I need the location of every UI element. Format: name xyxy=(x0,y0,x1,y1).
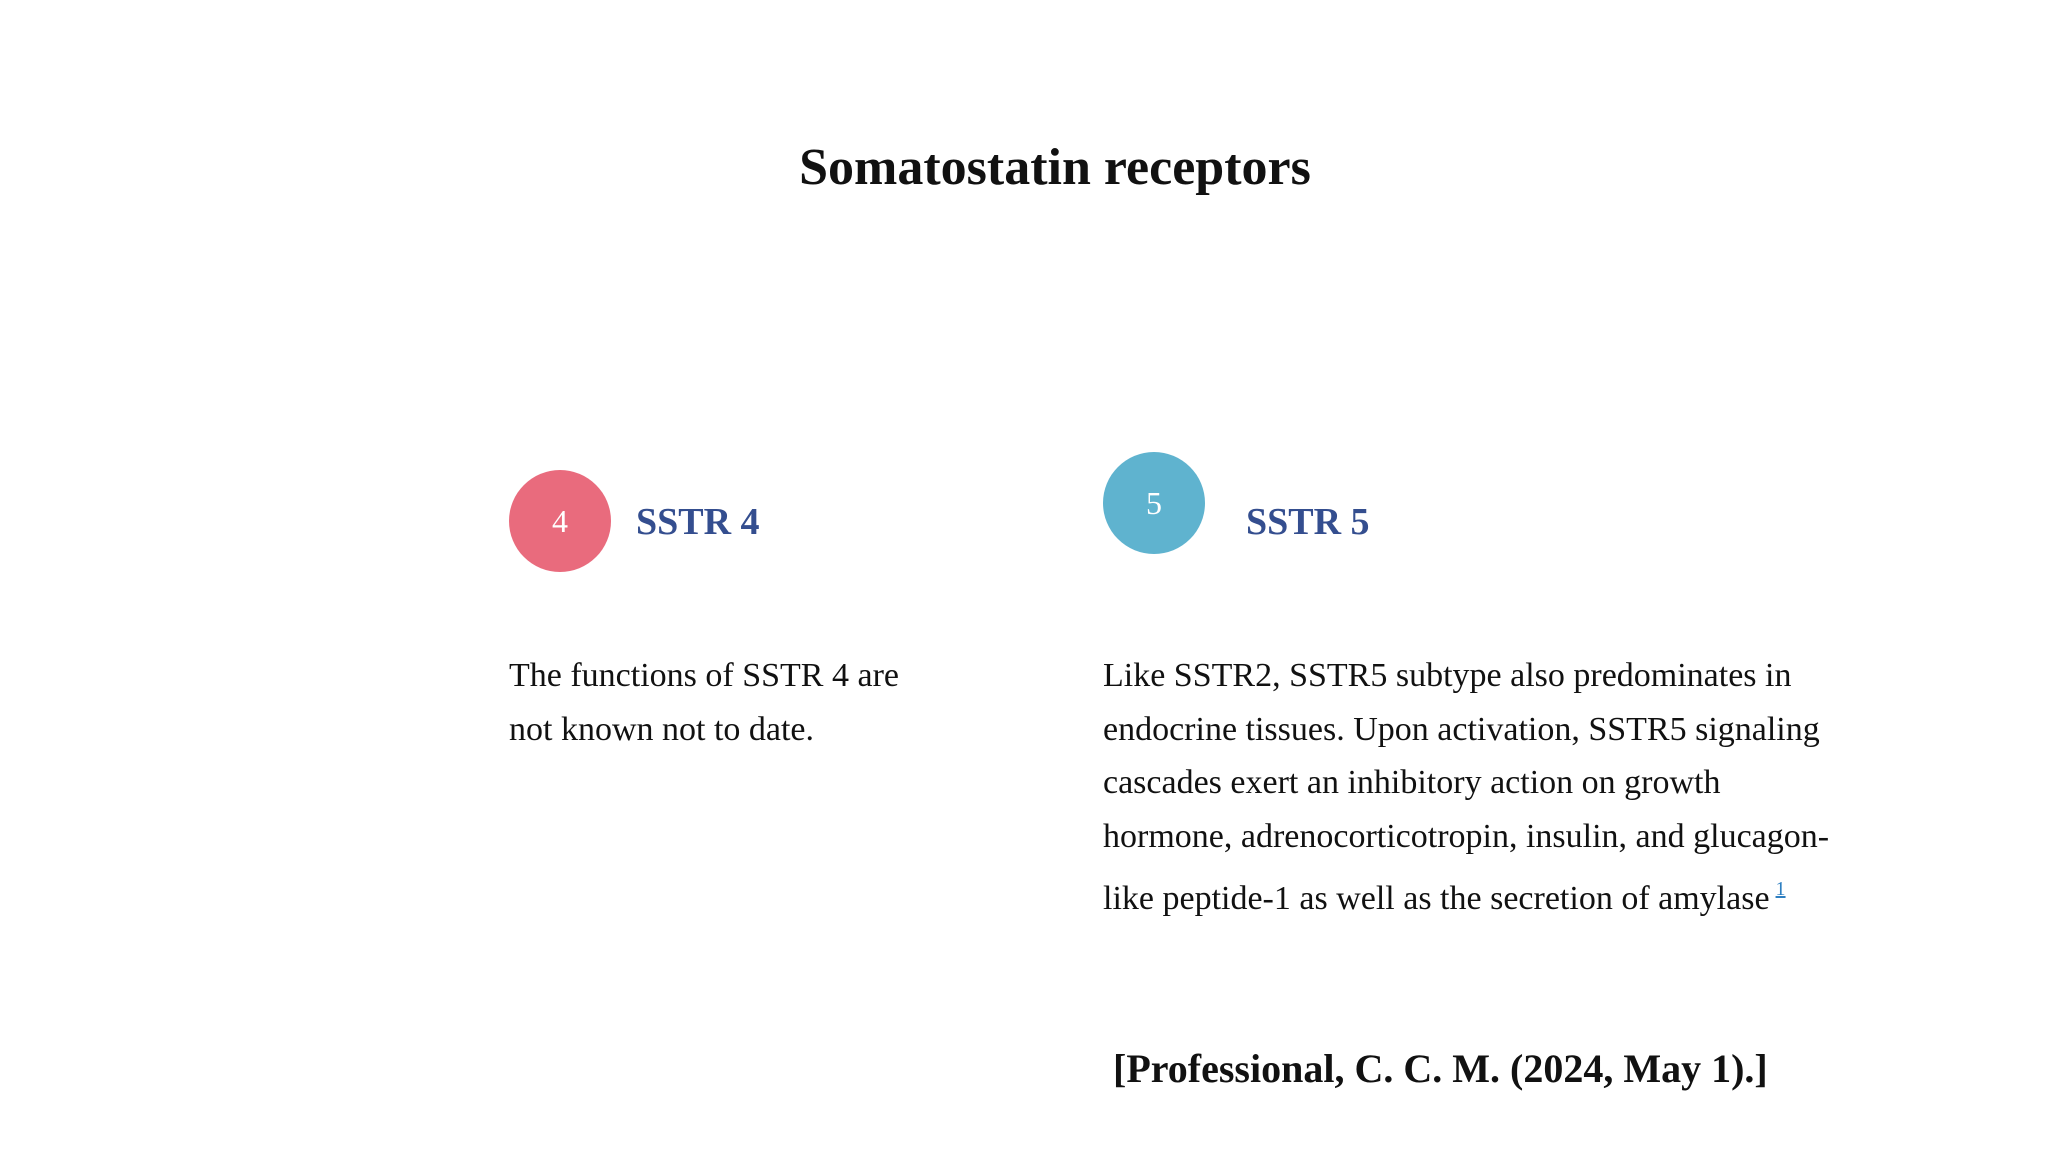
number-badge-5: 5 xyxy=(1103,452,1205,554)
text-line: endocrine tissues. Upon activation, SSTR5 signaling xyxy=(1103,710,1820,748)
number-badge-4: 4 xyxy=(509,470,611,572)
citation-link[interactable]: 1 xyxy=(1775,878,1786,900)
text-line: cascades exert an inhibitory action on growth xyxy=(1103,764,1721,801)
slide-title: Somatostatin receptors xyxy=(799,139,1311,196)
reference-citation: [Professional, C. C. M. (2024, May 1).] xyxy=(1113,1046,1768,1091)
text-line: Like SSTR2, SSTR5 subtype also predominates in xyxy=(1103,657,1792,694)
heading-sstr-4: SSTR 4 xyxy=(636,501,760,543)
text-line: like peptide-1 as well as the secretion of amylase xyxy=(1103,880,1770,917)
text-line: hormone, adrenocorticotropin, insulin, and glucagon- xyxy=(1103,817,1830,855)
description-sstr-5 xyxy=(1103,649,1863,926)
text-line: not known not to date. xyxy=(509,710,815,748)
description-sstr-4 xyxy=(509,649,939,756)
text-line-with-citation xyxy=(1103,863,1863,926)
text-line: The functions of SSTR 4 are xyxy=(509,657,899,694)
heading-sstr-5: SSTR 5 xyxy=(1246,501,1370,543)
